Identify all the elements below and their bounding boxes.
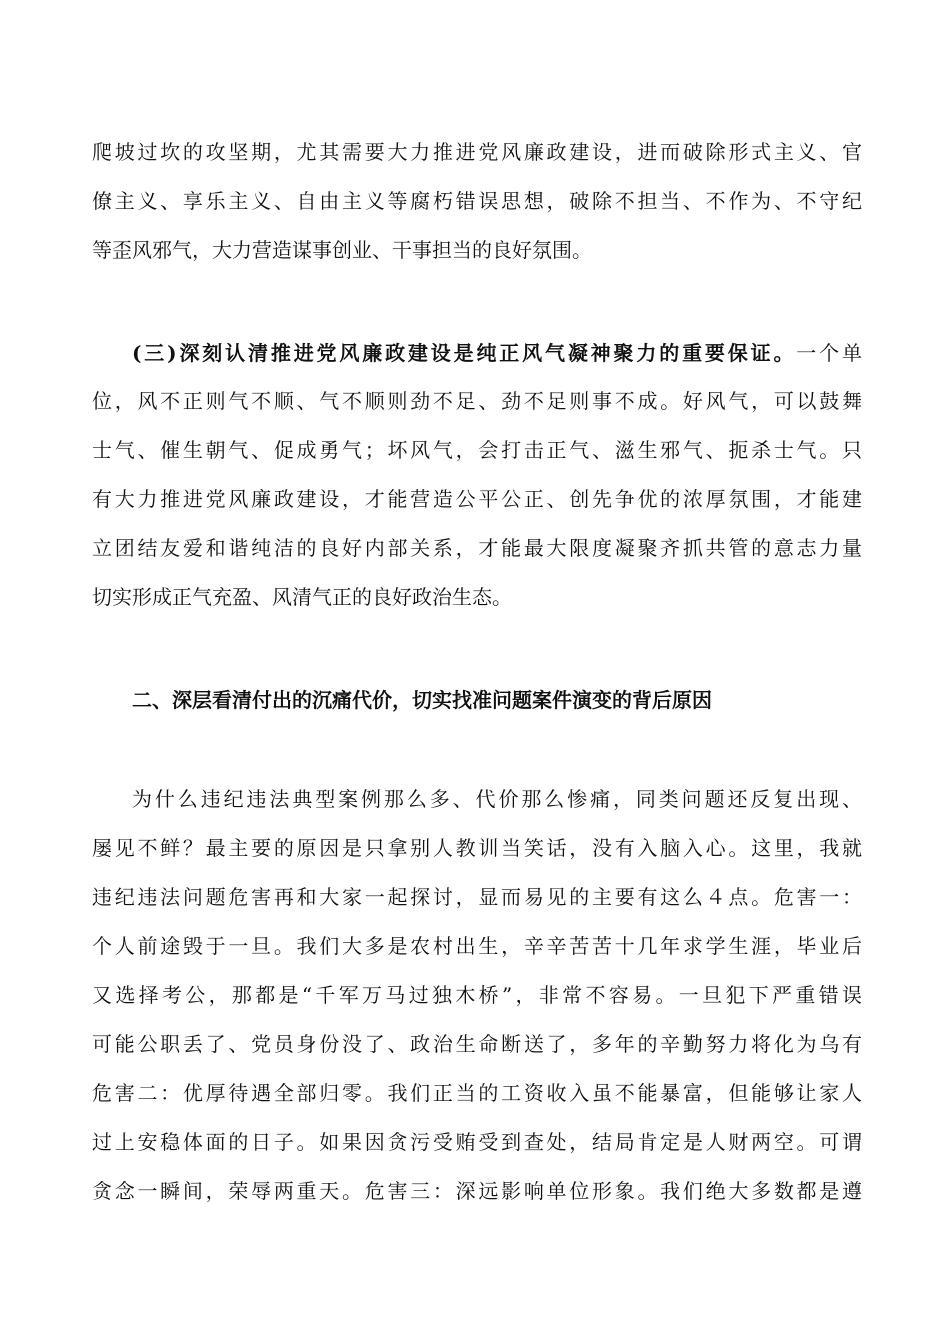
section-heading-2: 二、深层看清付出的沉痛代价，切实找准问题案件演变的背后原因 [132,688,712,712]
paragraph-3-line-1: 为什么违纪违法典型案例那么多、代价那么惨痛，同类问题还反复出现、 [132,787,862,811]
paragraph-1-line-3: 等歪风邪气，大力营造谋事创业、干事担当的良好氛围。 [92,238,592,262]
paragraph-3-line-3: 违纪违法问题危害再和大家一起探讨，显而易见的主要有这么４点。危害一： [92,885,862,909]
paragraph-1-line-2: 僚主义、享乐主义、自由主义等腐朽错误思想，破除不担当、不作为、不守纪 [92,189,862,213]
paragraph-3-line-2: 屡见不鲜？最主要的原因是只拿别人教训当笑话，没有入脑入心。这里，我就 [92,836,862,860]
subsection-heading-3: (三)深刻认清推进党风廉政建设是纯正风气凝神聚力的重要保证。 [132,341,797,365]
paragraph-2-line-5: 立团结友爱和谐纯洁的良好内部关系，才能最大限度凝聚齐抓共管的意志力量 [92,536,862,560]
paragraph-3-line-8: 过上安稳体面的日子。如果因贪污受贿受到查处，结局肯定是人财两空。可谓 [92,1130,862,1154]
paragraph-2-line-2: 位，风不正则气不顺、气不顺则劲不足、劲不足则事不成。好风气，可以鼓舞 [92,389,862,413]
paragraph-3-line-6: 可能公职丢了、党员身份没了、政治生命断送了，多年的辛勤努力将化为乌有 [92,1032,862,1056]
paragraph-2-line-3: 士气、催生朝气、促成勇气；坏风气，会打击正气、滋生邪气、扼杀士气。只 [92,438,862,462]
paragraph-3-line-7: 危害二：优厚待遇全部归零。我们正当的工资收入虽不能暴富，但能够让家人 [92,1081,862,1105]
paragraph-2-line-1 [132,338,862,368]
paragraph-2-line-1-text: 一个单 [796,341,862,365]
paragraph-1-line-1: 爬坡过坎的攻坚期，尤其需要大力推进党风廉政建设，进而破除形式主义、官 [92,140,862,164]
paragraph-2-line-4: 有大力推进党风廉政建设，才能营造公平公正、创先争优的浓厚氛围，才能建 [92,487,862,511]
paragraph-3-line-9: 贪念一瞬间，荣辱两重天。危害三：深远影响单位形象。我们绝大多数都是遵 [92,1179,862,1203]
paragraph-3-line-4: 个人前途毁于一旦。我们大多是农村出生，辛辛苦苦十几年求学生涯，毕业后 [92,934,862,958]
paragraph-2-line-6: 切实形成正气充盈、风清气正的良好政治生态。 [92,585,512,609]
paragraph-3-line-5: 又选择考公，那都是“千军万马过独木桥”，非常不容易。一旦犯下严重错误 [92,983,862,1007]
